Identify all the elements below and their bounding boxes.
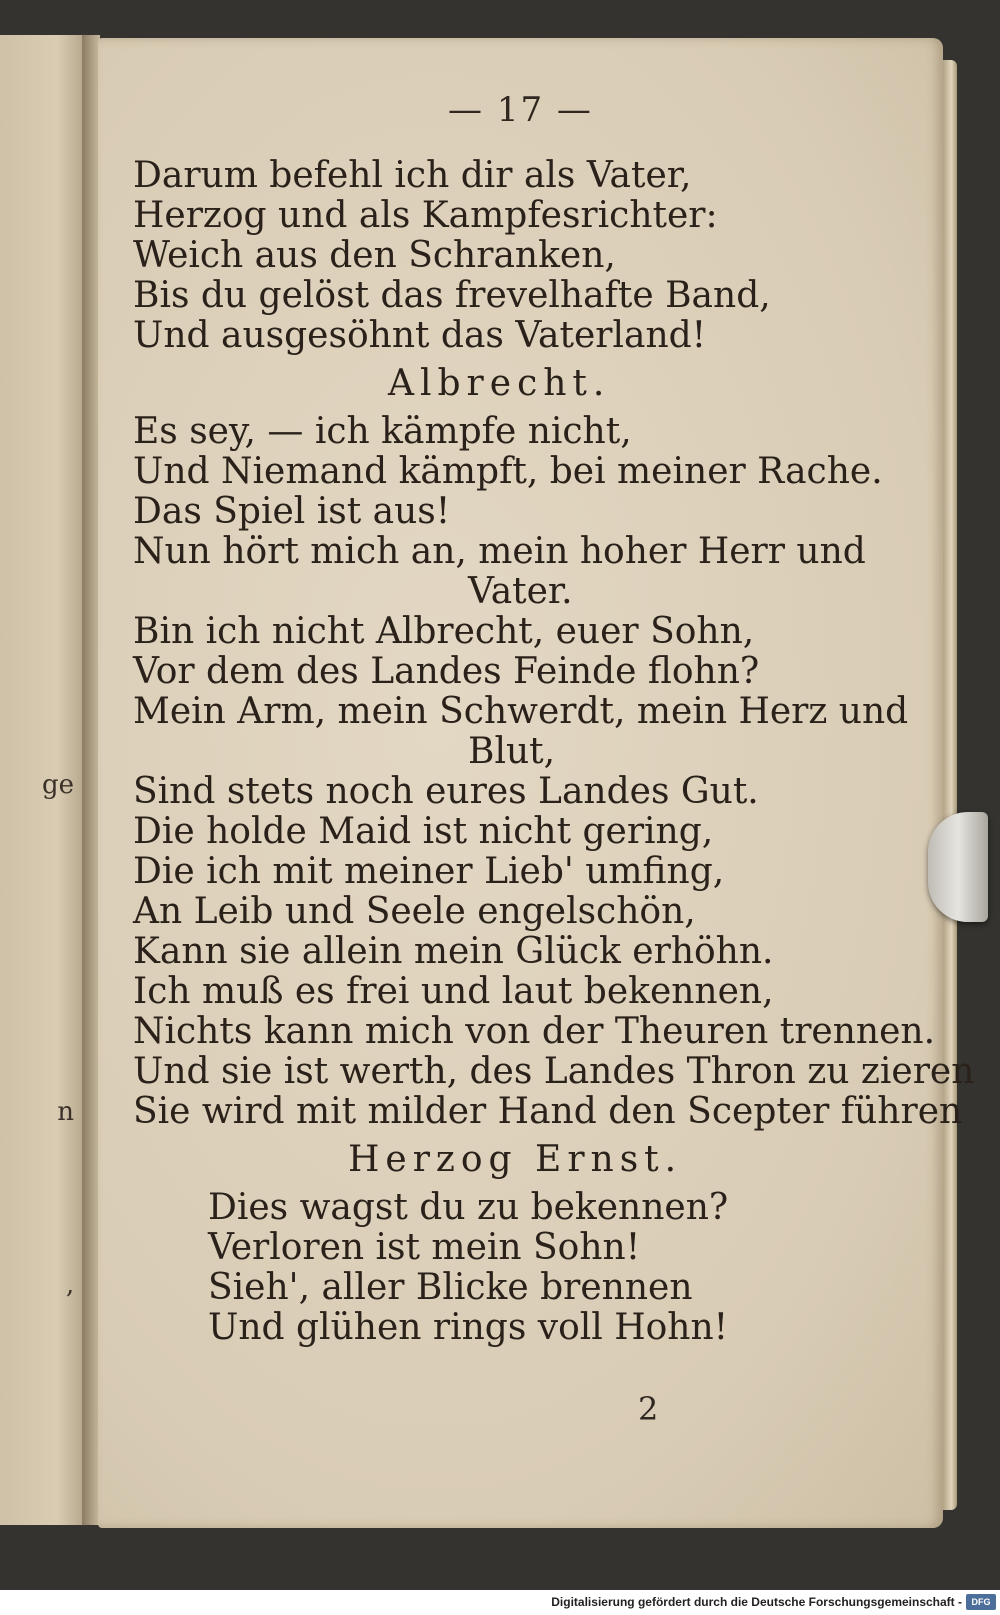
footer-bar — [0, 1590, 1000, 1615]
speaker-name: Albrecht. — [388, 363, 611, 404]
book-page — [98, 38, 975, 1528]
verse-line: Die holde Maid ist nicht gering, — [133, 811, 714, 852]
verse-line: Es sey, — ich kämpfe nicht, — [133, 411, 632, 452]
verse-line: Weich aus den Schranken, — [133, 235, 616, 276]
left-page-edge — [0, 35, 85, 1525]
verse-line: Nun hört mich an, mein hoher Herr und — [133, 531, 866, 572]
verse-line: Die ich mit meiner Lieb' umfing, — [133, 851, 725, 892]
verse-line: Und glühen rings voll Hohn! — [208, 1307, 729, 1348]
verse-line: Und Niemand kämpft, bei meiner Rache. — [133, 451, 883, 492]
verse-line: Sind stets noch eures Landes Gut. — [133, 771, 759, 812]
verse-line: Und sie ist werth, des Landes Thron zu zieren — [133, 1051, 975, 1092]
dfg-logo-icon: DFG — [966, 1594, 996, 1610]
verse-line: Und ausgesöhnt das Vaterland! — [133, 315, 707, 356]
speaker-name: Herzog Ernst. — [348, 1139, 683, 1180]
verse-line: Bis du gelöst das frevelhafte Band, — [133, 275, 771, 316]
verse-line: Kann sie allein mein Glück erhöhn. — [133, 931, 774, 972]
verse-line-continuation: Vater. — [468, 571, 573, 612]
left-page-fragment: ge — [41, 770, 74, 800]
verse-line: Dies wagst du zu bekennen? — [208, 1187, 729, 1228]
page-clip — [928, 812, 988, 922]
verse-line: Verloren ist mein Sohn! — [208, 1227, 641, 1268]
page-number: — 17 — — [448, 90, 593, 130]
verse-line: Ich muß es frei und laut bekennen, — [133, 971, 774, 1012]
verse-line: Darum befehl ich dir als Vater, — [133, 155, 692, 196]
page-edge — [943, 60, 957, 1510]
verse-line: Das Spiel ist aus! — [133, 491, 451, 532]
verse-line: Sie wird mit milder Hand den Scepter führen — [133, 1091, 963, 1132]
verse-line: Mein Arm, mein Schwerdt, mein Herz und — [133, 691, 909, 732]
left-page-fragment: n — [57, 1097, 74, 1127]
verse-line: Herzog und als Kampfesrichter: — [133, 195, 718, 236]
verse-line: An Leib und Seele engelschön, — [133, 891, 696, 932]
verse-line: Sieh', aller Blicke brennen — [208, 1267, 693, 1308]
footer-credit: Digitalisierung gefördert durch die Deutsche Forschungsgemeinschaft - — [551, 1595, 962, 1609]
verse-line: Bin ich nicht Albrecht, euer Sohn, — [133, 611, 755, 652]
verse-line: Vor dem des Landes Feinde flohn? — [133, 651, 760, 692]
signature-mark: 2 — [638, 1390, 659, 1428]
verse-line: Nichts kann mich von der Theuren trennen. — [133, 1011, 936, 1052]
verse-line-continuation: Blut, — [468, 731, 556, 772]
left-page-fragment: ‚ — [65, 1270, 74, 1300]
